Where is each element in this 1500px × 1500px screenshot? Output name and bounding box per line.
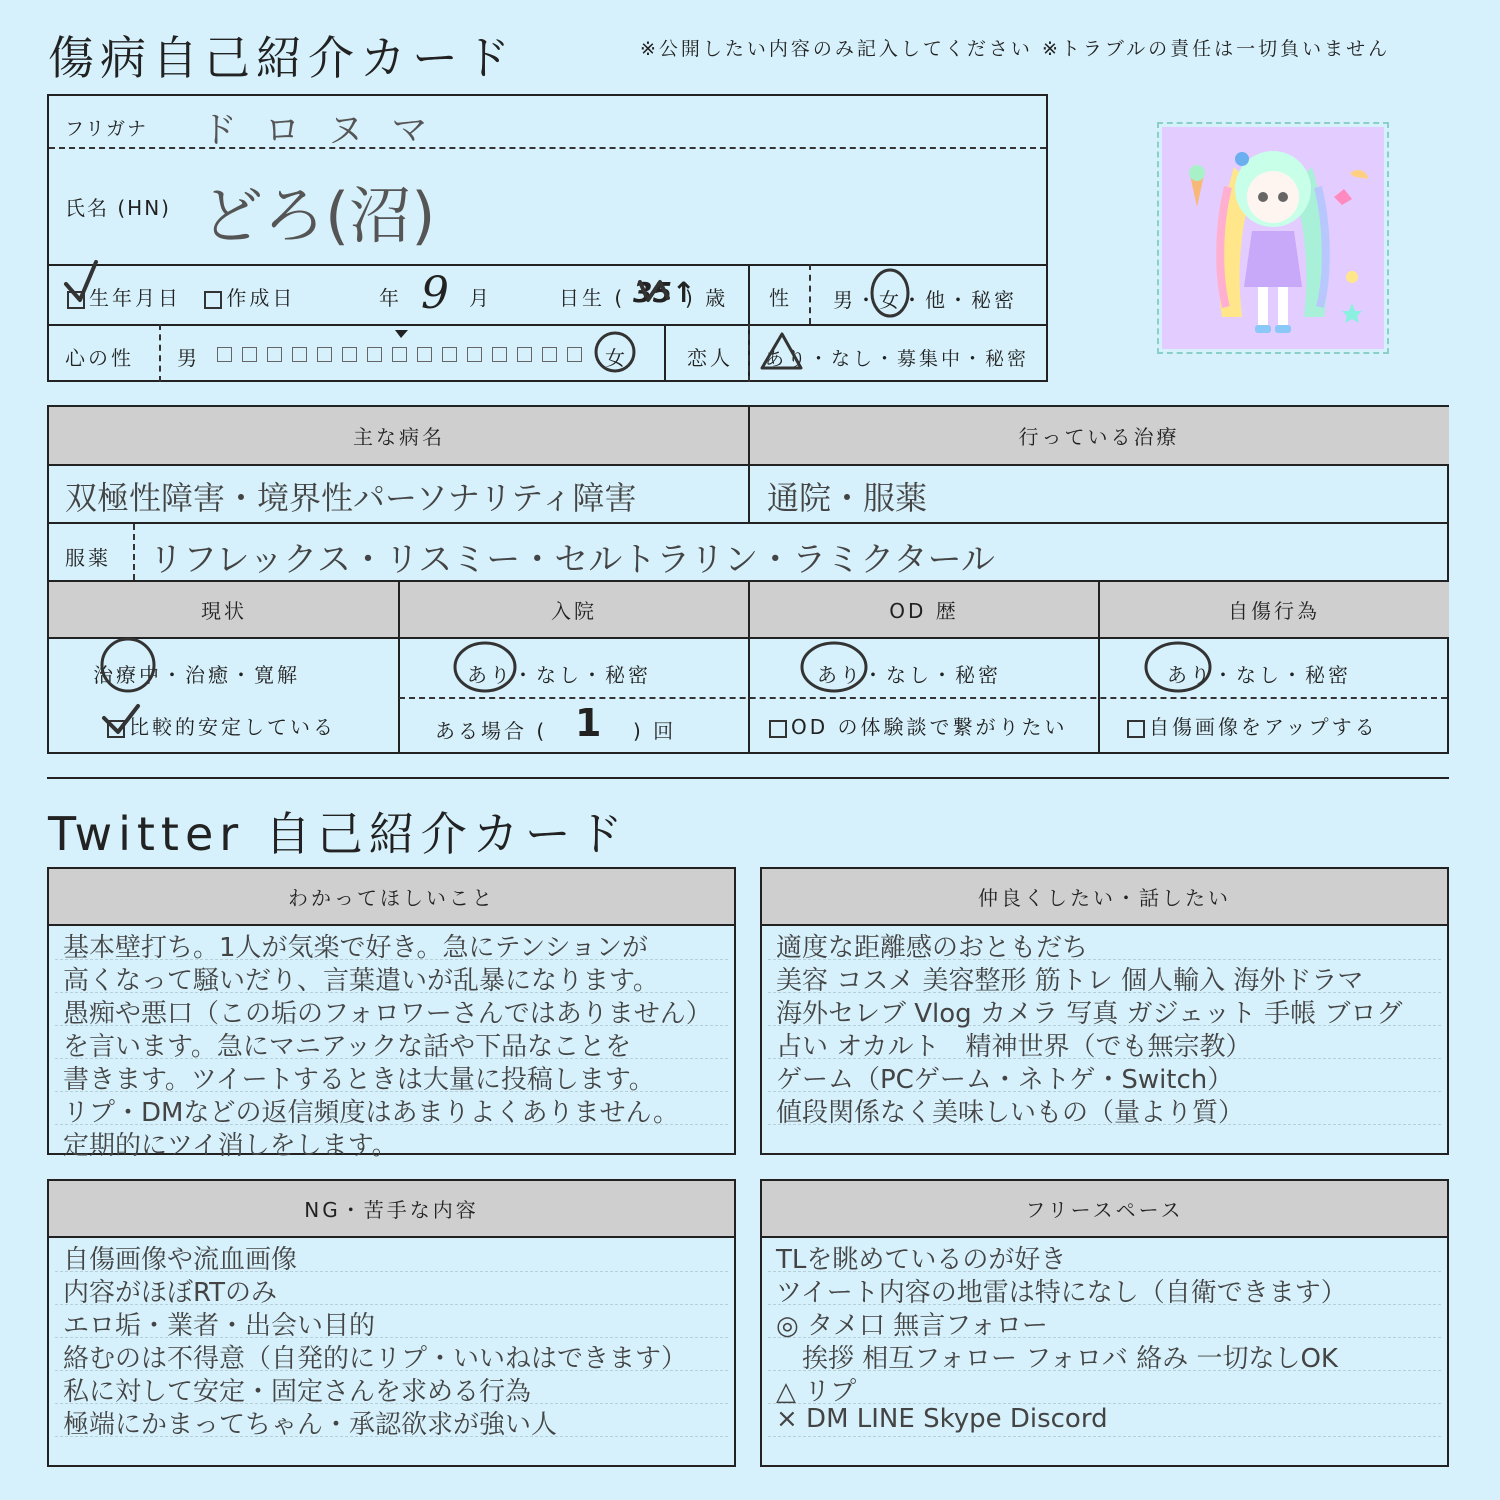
partner-label: 恋人 <box>687 346 733 370</box>
created-label: 作成日 <box>226 286 296 310</box>
list-item: 挨拶 相互フォロー フォロバ 絡み 一切なしOK <box>776 1344 1338 1374</box>
sex-options: 男・女・他・秘密 <box>833 288 1017 312</box>
name-label: 氏名 (HN) <box>65 196 171 220</box>
treatment-value: 通院・服薬 <box>767 479 928 517</box>
age-label: ) 歳 <box>685 286 729 310</box>
list-item: 高くなって騒いだり、言葉遣いが乱暴になります。 <box>63 966 659 996</box>
understand-header: わかってほしいこと <box>49 869 734 926</box>
list-item: 占い オカルト 精神世界（でも無宗教） <box>776 1032 1252 1062</box>
disease-value: 双極性障害・境界性パーソナリティ障害 <box>65 479 637 517</box>
list-item: △ リプ <box>776 1377 857 1407</box>
list-item: エロ垢・業者・出会い目的 <box>63 1311 376 1341</box>
list-item: 私に対して安定・固定さんを求める行為 <box>63 1377 532 1407</box>
mind-female-label: 女 <box>605 346 628 370</box>
hospital-count: 1 <box>575 701 602 745</box>
status-check-row: 比較的安定している <box>107 711 336 740</box>
treatment-header: 行っている治療 <box>749 407 1449 464</box>
ng-header: NG・苦手な内容 <box>49 1181 734 1238</box>
birthday-label: 生年月日 <box>89 286 181 310</box>
medical-handwriting <box>0 600 1500 760</box>
list-item: 美容 コスメ 美容整形 筋トレ 個人輸入 海外ドラマ <box>776 966 1364 996</box>
list-item: 絡むのは不得意（自発的にリプ・いいねはできます） <box>63 1344 688 1374</box>
list-item: 基本壁打ち。1人が気楽で好き。急にテンションが <box>63 933 649 963</box>
page-title: 傷病自己紹介カード <box>48 31 516 85</box>
list-item: を言います。急にマニアックな話や下品なことを <box>63 1032 632 1062</box>
age-value: 35↑ <box>633 276 696 309</box>
od-check-row: OD の体験談で繋がりたい <box>769 711 1068 740</box>
status-header: 現状 <box>49 582 399 637</box>
list-item: 愚痴や悪口（この垢のフォロワーさんではありません） <box>63 999 712 1029</box>
understand-box <box>47 867 736 1161</box>
list-item: 書きます。ツイートするときは大量に投稿します。 <box>63 1065 655 1095</box>
section-divider <box>47 777 1449 779</box>
mind-male-label: 男 <box>177 346 200 370</box>
friends-header: 仲良くしたい・話したい <box>762 869 1447 926</box>
ng-box <box>47 1179 736 1467</box>
name-value: どろ(沼) <box>201 179 436 252</box>
month-label: 月 <box>469 286 492 310</box>
hospital-header: 入院 <box>399 582 749 637</box>
meds-value: リフレックス・リスミー・セルトラリン・ラミクタール <box>149 540 995 580</box>
list-item: 定期的にツイ消しをします。 <box>63 1131 398 1161</box>
twitter-title: Twitter 自己紹介カード <box>48 807 629 861</box>
month-value: 9 <box>421 268 449 319</box>
list-item: TLを眺めているのが好き <box>776 1245 1067 1275</box>
hospital-count-unit: ) 回 <box>633 719 677 743</box>
free-header: フリースペース <box>762 1181 1447 1238</box>
list-item: 海外セレブ Vlog カメラ 写真 ガジェット 手帳 ブログ <box>776 999 1403 1029</box>
friends-box <box>760 867 1449 1155</box>
list-item: × DM LINE Skype Discord <box>776 1404 1108 1434</box>
list-item: 自傷画像や流血画像 <box>63 1245 298 1275</box>
list-item: ツイート内容の地雷は特になし（自衛できます） <box>776 1278 1347 1308</box>
status-options: 治療中・治癒・寛解 <box>93 663 300 687</box>
hospital-options: あり・なし・秘密 <box>467 663 651 687</box>
avatar <box>1162 127 1384 349</box>
furigana-value: ド ロ ヌ マ <box>201 110 436 151</box>
notice-text: ※公開したい内容のみ記入してください ※トラブルの責任は一切負いません <box>640 38 1391 60</box>
disease-header: 主な病名 <box>49 407 749 464</box>
list-item: ゲーム（PCゲーム・ネトゲ・Switch） <box>776 1065 1234 1095</box>
furigana-label: フリガナ <box>65 118 149 140</box>
hospital-count-label: ある場合 ( <box>435 719 548 743</box>
list-item: 適度な距離感のおともだち <box>776 933 1089 963</box>
day-label: 日生 ( <box>559 286 626 310</box>
list-item: ◎ タメ口 無言フォロー <box>776 1311 1048 1341</box>
free-box <box>760 1179 1449 1467</box>
meds-label: 服薬 <box>65 546 111 570</box>
list-item: 値段関係なく美味しいもの（量より質） <box>776 1098 1245 1128</box>
list-item: 内容がほぼRTのみ <box>63 1278 278 1308</box>
list-item: リプ・DMなどの返信頻度はあまりよくありません。 <box>63 1098 680 1128</box>
mind-sex-label: 心の性 <box>65 346 134 370</box>
od-header: OD 歴 <box>749 582 1099 637</box>
partner-options: あり・なし・募集中・秘密 <box>765 348 1030 370</box>
selfharm-header: 自傷行為 <box>1099 582 1449 637</box>
sex-label: 性 <box>769 286 792 310</box>
selfharm-options: あり・なし・秘密 <box>1167 663 1351 687</box>
od-options: あり・なし・秘密 <box>817 663 1001 687</box>
year-label: 年 <box>379 286 402 310</box>
selfharm-check-row: 自傷画像をアップする <box>1127 711 1378 740</box>
list-item: 極端にかまってちゃん・承認欲求が強い人 <box>63 1410 558 1440</box>
